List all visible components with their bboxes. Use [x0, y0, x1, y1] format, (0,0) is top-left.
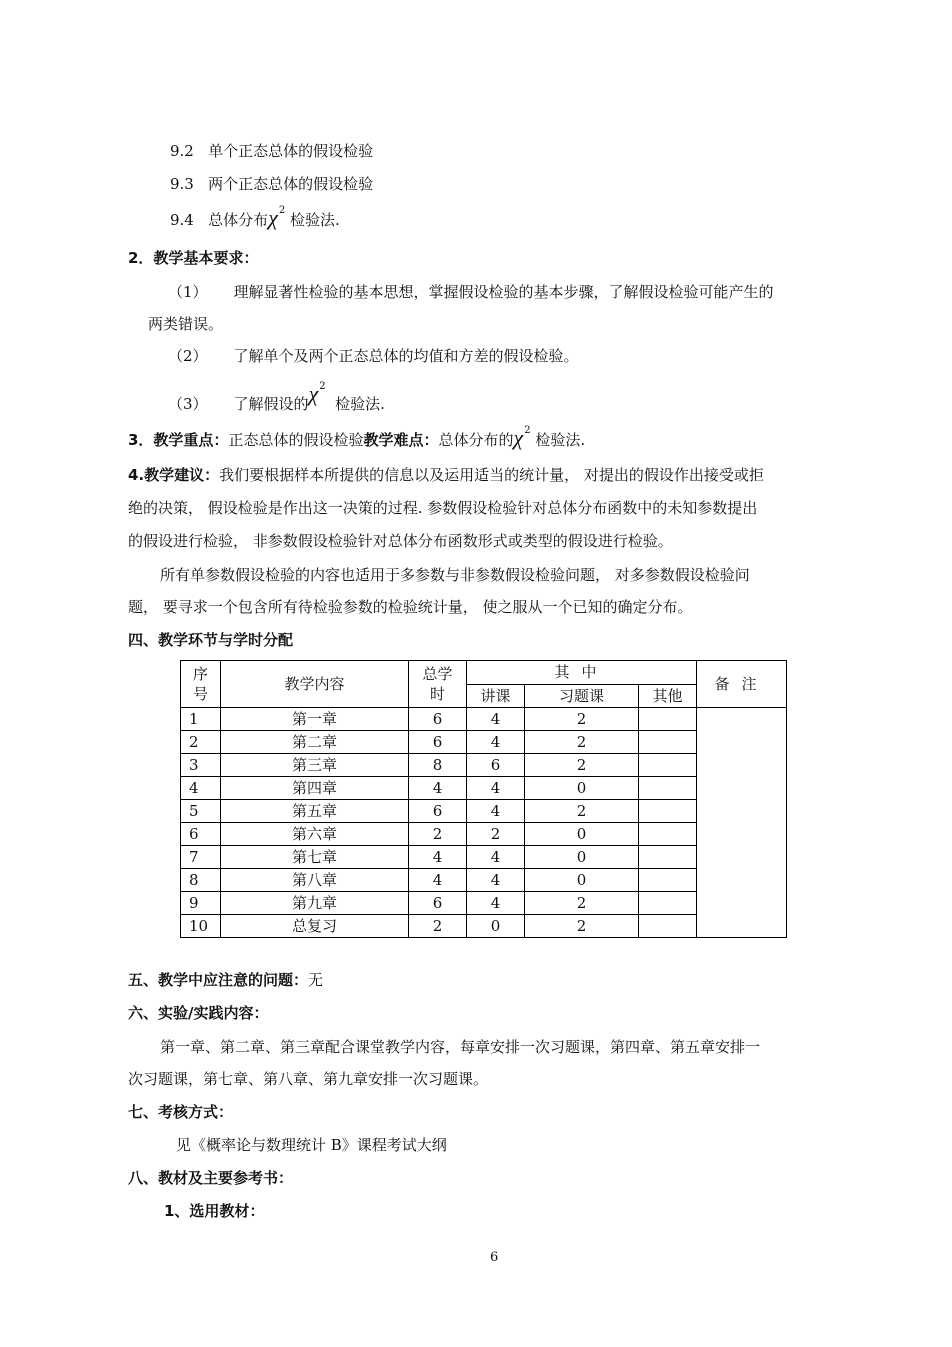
table-row: [181, 892, 787, 915]
requirement-item-3: [168, 381, 385, 417]
cell-content: 总复习: [221, 915, 409, 938]
item-text: 了解单个及两个正态总体的均值和方差的假设检验。: [233, 347, 579, 365]
section-4-line-4: 所有单参数假设检验的内容也适用于多参数与非参数假设检验问题， 对多参数假设检验问: [160, 566, 750, 584]
item-number: （2）: [168, 347, 208, 365]
toc-item-9-3: [170, 174, 373, 194]
section-five-text: 无: [308, 971, 324, 989]
cell-exercise: 0: [525, 869, 639, 892]
cell-exercise: 2: [525, 708, 639, 731]
table-row: [181, 800, 787, 823]
cell-exercise: 2: [525, 892, 639, 915]
header-content: 教学内容: [221, 661, 409, 708]
difficulty-text: 检验法.: [535, 431, 586, 449]
cell-other: [639, 915, 697, 938]
cell-other: [639, 846, 697, 869]
difficulty-title: 教学难点：: [363, 431, 439, 449]
section-3-title: 3．教学重点：: [128, 431, 229, 449]
cell-total-hours: 4: [409, 846, 467, 869]
cell-lecture: 2: [467, 823, 525, 846]
cell-exercise: 2: [525, 800, 639, 823]
toc-text: 总体分布: [208, 211, 269, 229]
section-six-line-1: 第一章、第二章、第三章配合课堂教学内容，每章安排一次习题课，第四章、第五章安排一: [160, 1038, 761, 1056]
cell-content: 第九章: [221, 892, 409, 915]
cell-seq: 1: [181, 708, 221, 731]
requirement-item-1-continued: 两类错误。: [148, 315, 224, 333]
item-text: 检验法.: [335, 395, 385, 413]
cell-seq: 4: [181, 777, 221, 800]
cell-total-hours: 4: [409, 869, 467, 892]
cell-content: 第五章: [221, 800, 409, 823]
cell-total-hours: 6: [409, 708, 467, 731]
cell-exercise: 0: [525, 777, 639, 800]
section-4-line-5: 题， 要寻求一个包含所有待检验参数的检验统计量， 使之服从一个已知的确定分布。: [128, 598, 693, 616]
header-remarks: 备注: [697, 661, 787, 708]
cell-seq: 7: [181, 846, 221, 869]
cell-lecture: 4: [467, 731, 525, 754]
heading-teaching-schedule: 四、教学环节与学时分配: [128, 631, 294, 649]
cell-lecture: 4: [467, 708, 525, 731]
cell-lecture: 4: [467, 846, 525, 869]
cell-content: 第八章: [221, 869, 409, 892]
section-4-line-1: [128, 465, 764, 485]
superscript: 2: [524, 425, 531, 436]
cell-exercise: 0: [525, 846, 639, 869]
item-text: 了解假设的: [233, 395, 309, 413]
cell-remarks: [697, 708, 787, 938]
paragraph-text: 我们要根据样本所提供的信息以及运用适当的统计量， 对提出的假设作出接受或拒: [219, 466, 764, 484]
item-text: 理解显著性检验的基本思想，掌握假设检验的基本步骤，了解假设检验可能产生的: [233, 283, 774, 301]
toc-text: 检验法.: [290, 211, 340, 229]
cell-total-hours: 2: [409, 823, 467, 846]
toc-number: 9.3: [170, 175, 194, 193]
chi-symbol: χ: [308, 381, 319, 406]
section-six-line-2: 次习题课，第七章、第八章、第九章安排一次习题课。: [128, 1070, 489, 1088]
superscript: 2: [319, 381, 326, 392]
cell-seq: 5: [181, 800, 221, 823]
table-row: [181, 754, 787, 777]
requirement-item-1: [168, 282, 774, 302]
table-header-row: [181, 661, 787, 685]
cell-lecture: 4: [467, 800, 525, 823]
section-seven-title: 七、考核方式：: [128, 1103, 234, 1121]
toc-number: 9.2: [170, 142, 194, 160]
schedule-table: [180, 660, 787, 938]
cell-other: [639, 731, 697, 754]
toc-number: 9.4: [170, 211, 194, 229]
cell-content: 第四章: [221, 777, 409, 800]
table-row: [181, 708, 787, 731]
cell-lecture: 4: [467, 869, 525, 892]
cell-seq: 8: [181, 869, 221, 892]
header-lecture: 讲课: [467, 684, 525, 708]
cell-other: [639, 892, 697, 915]
cell-total-hours: 8: [409, 754, 467, 777]
chi-symbol: χ: [268, 205, 278, 230]
header-other: 其他: [639, 684, 697, 708]
section-eight-title: 八、教材及主要参考书：: [128, 1169, 294, 1187]
cell-lecture: 6: [467, 754, 525, 777]
cell-exercise: 2: [525, 731, 639, 754]
table-row: [181, 869, 787, 892]
cell-other: [639, 708, 697, 731]
cell-other: [639, 777, 697, 800]
cell-total-hours: 2: [409, 915, 467, 938]
section-six-title: 六、实验/实践内容：: [128, 1004, 269, 1022]
header-breakdown: 其中: [467, 661, 697, 685]
cell-total-hours: 6: [409, 892, 467, 915]
cell-content: 第一章: [221, 708, 409, 731]
header-exercise: 习题课: [525, 684, 639, 708]
table-row: [181, 823, 787, 846]
cell-lecture: 4: [467, 892, 525, 915]
section-4-line-2: 绝的决策， 假设检验是作出这一决策的过程. 参数假设检验针对总体分布函数中的未知参数提出: [128, 499, 758, 517]
toc-item-9-2: [170, 141, 373, 161]
cell-other: [639, 823, 697, 846]
cell-total-hours: 6: [409, 800, 467, 823]
cell-seq: 2: [181, 731, 221, 754]
cell-seq: 10: [181, 915, 221, 938]
cell-lecture: 4: [467, 777, 525, 800]
schedule-body: [181, 708, 787, 938]
cell-content: 第二章: [221, 731, 409, 754]
cell-exercise: 2: [525, 915, 639, 938]
cell-seq: 9: [181, 892, 221, 915]
difficulty-text: 总体分布的: [438, 431, 514, 449]
cell-lecture: 0: [467, 915, 525, 938]
page-number: 6: [490, 1250, 499, 1265]
cell-seq: 3: [181, 754, 221, 777]
section-2-title: 2．教学基本要求：: [128, 249, 259, 267]
header-total-hours: 总学 时: [409, 661, 467, 708]
item-number: （1）: [168, 283, 208, 301]
chi-symbol: χ: [513, 425, 524, 450]
table-row: [181, 846, 787, 869]
header-seq: 序 号: [181, 661, 221, 708]
cell-other: [639, 800, 697, 823]
section-five: [128, 970, 323, 990]
section-five-title: 五、教学中应注意的问题：: [128, 971, 309, 989]
cell-total-hours: 4: [409, 777, 467, 800]
section-4-title: 4.教学建议：: [128, 466, 220, 484]
toc-text: 两个正态总体的假设检验: [208, 175, 374, 193]
table-row: [181, 731, 787, 754]
table-row: [181, 777, 787, 800]
cell-content: 第六章: [221, 823, 409, 846]
cell-exercise: 0: [525, 823, 639, 846]
toc-text: 单个正态总体的假设检验: [208, 142, 374, 160]
item-number: （3）: [168, 395, 208, 413]
cell-exercise: 2: [525, 754, 639, 777]
cell-seq: 6: [181, 823, 221, 846]
section-3: [128, 425, 586, 453]
cell-other: [639, 754, 697, 777]
superscript: 2: [278, 205, 286, 216]
cell-content: 第七章: [221, 846, 409, 869]
table-row: [181, 915, 787, 938]
cell-total-hours: 6: [409, 731, 467, 754]
section-4-line-3: 的假设进行检验， 非参数假设检验针对总体分布函数形式或类型的假设进行检验。: [128, 532, 673, 550]
cell-other: [639, 869, 697, 892]
section-seven-text: 见《概率论与数理统计 B》课程考试大纲: [176, 1136, 447, 1154]
toc-item-9-4: [170, 205, 340, 233]
section-eight-sub-1: 1、选用教材：: [164, 1202, 265, 1220]
cell-content: 第三章: [221, 754, 409, 777]
requirement-item-2: [168, 346, 579, 366]
key-point-text: 正态总体的假设检验: [228, 431, 364, 449]
